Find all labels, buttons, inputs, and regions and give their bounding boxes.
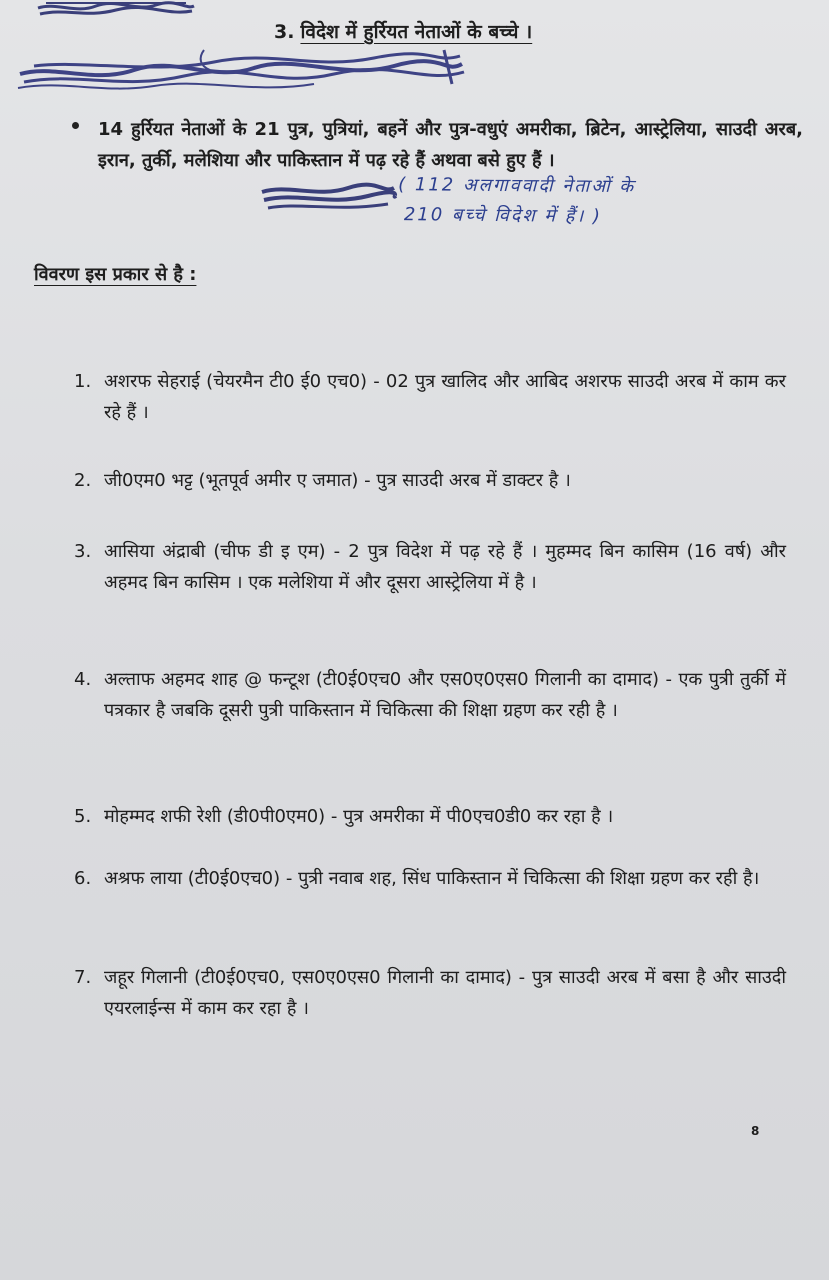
summary-bullet-text: 14 हुर्रियत नेताओं के 21 पुत्र, पुत्रियां, बहनें और पुत्र-वधुएं अमरीका, ब्रिटेन, आस्ट्रेलिया, साउदी अरब, इरान, तुर्की, मलेशिया और पाकिस्तान में पढ़ रहे हैं अथवा बसे हुए हैं ।	[98, 119, 803, 171]
list-item	[74, 962, 786, 1024]
list-item-text: मोहम्मद शफी रेशी (डी0पी0एम0) - पुत्र अमरीका में पी0एच0डी0 कर रहा है ।	[104, 806, 614, 827]
list-item-number: 3.	[74, 541, 92, 562]
list-item-text: अश्रफ लाया (टी0ई0एच0) - पुत्री नवाब शह, सिंध पाकिस्तान में चिकित्सा की शिक्षा ग्रहण कर रही है।	[104, 868, 760, 889]
list-item-text: आसिया अंद्राबी (चीफ डी इ एम) - 2 पुत्र विदेश में पढ़ रहे हैं । मुहम्मद बिन कासिम (16 वर्ष) और अहमद बिन कासिम । एक मलेशिया में और दूसरा आस्ट्रेलिया में है ।	[104, 541, 786, 593]
list-item	[74, 664, 786, 726]
list-item-text: जी0एम0 भट्ट (भूतपूर्व अमीर ए जमात) - पुत्र साउदी अरब में डाक्टर है ।	[104, 470, 571, 491]
list-item-number: 4.	[74, 669, 92, 690]
list-item-text: अल्ताफ अहमद शाह @ फन्टूश (टी0ई0एच0 और एस0ए0एस0 गिलानी का दामाद) - एक पुत्री तुर्की में पत्रकार है जबकि दूसरी पुत्री पाकिस्तान में चिकित्सा की शिक्षा ग्रहण कर रही है ।	[104, 669, 786, 721]
redaction-scribble-top	[36, 0, 196, 20]
list-item	[74, 863, 786, 894]
page-number: 8	[751, 1124, 760, 1138]
list-item	[74, 465, 786, 496]
section-title	[274, 18, 532, 44]
list-item-text: अशरफ सेहराई (चेयरमैन टी0 ई0 एच0) - 02 पुत्र खालिद और आबिद अशरफ साउदी अरब में काम कर रहे हैं ।	[104, 371, 786, 423]
list-item-number: 5.	[74, 806, 92, 827]
bullet-dot-icon	[72, 122, 79, 129]
redaction-scribble-inline	[258, 178, 398, 214]
section-number: 3.	[274, 21, 295, 43]
summary-bullet	[72, 114, 812, 176]
list-item-number: 7.	[74, 967, 92, 988]
details-heading: विवरण इस प्रकार से है :	[34, 264, 197, 285]
list-item-number: 1.	[74, 371, 92, 392]
list-item	[74, 366, 786, 428]
list-item-number: 6.	[74, 868, 92, 889]
handwritten-note-line-1: ( 112 अलगाववादी नेताओं के	[398, 174, 636, 198]
list-item-number: 2.	[74, 470, 92, 491]
section-title-text: विदेश में हुर्रियत नेताओं के बच्चे ।	[300, 21, 533, 43]
list-item	[74, 536, 786, 598]
redaction-scribble-middle	[14, 44, 469, 100]
list-item-text: जहूर गिलानी (टी0ई0एच0, एस0ए0एस0 गिलानी का दामाद) - पुत्र साउदी अरब में बसा है और साउदी एयरलाईन्स में काम कर रहा है ।	[104, 967, 786, 1019]
list-item	[74, 801, 786, 832]
handwritten-note-line-2: 210 बच्चे विदेश में हैं। )	[403, 204, 603, 227]
handwritten-note	[398, 170, 829, 234]
